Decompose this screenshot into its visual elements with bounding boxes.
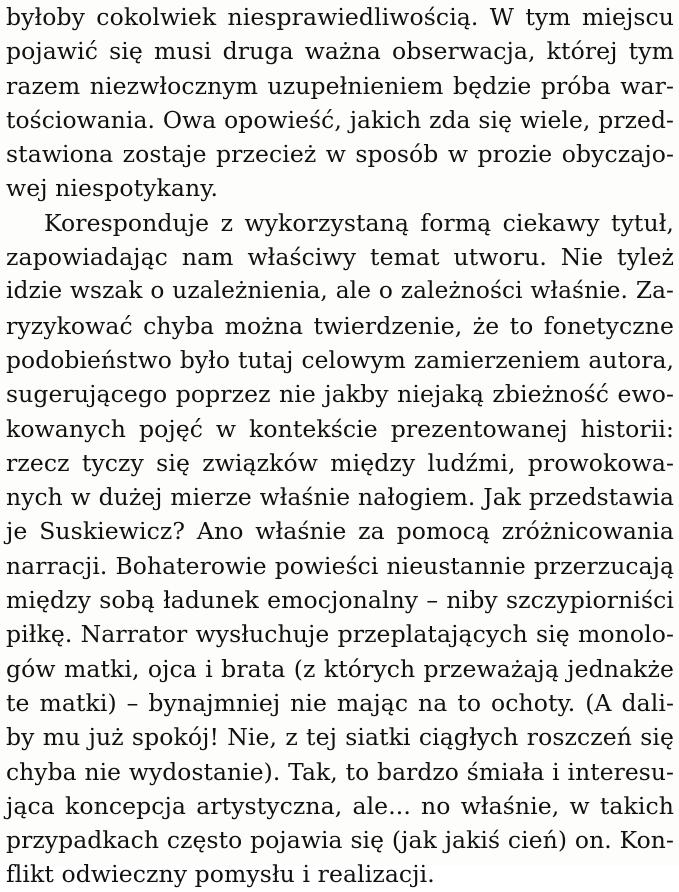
text-line: Koresponduje z wykorzystaną formą ciekawy tytuł, xyxy=(44,208,674,237)
text-line: stawiona zostaje przecież w sposób w prozie obyczajo- xyxy=(6,140,674,169)
text-line: tościowania. Owa opowieść, jakich zda się wiele, przed- xyxy=(6,105,674,134)
text-line: by mu już spokój! Nie, z tej siatki ciągłych roszczeń się xyxy=(6,723,674,752)
text-line: wej niespotykany. xyxy=(6,174,219,203)
text-line: gów matki, ojca i brata (z których przeważają jednakże xyxy=(6,654,674,683)
body-text xyxy=(6,0,674,892)
text-line: między sobą ładunek emocjonalny – niby szczypiorniści xyxy=(6,586,674,615)
text-line: flikt odwieczny pomysłu i realizacji. xyxy=(6,860,435,889)
text-line: razem niezwłocznym uzupełnieniem będzie próba war- xyxy=(6,71,674,100)
text-line: piłkę. Narrator wysłuchuje przeplatających się monolo- xyxy=(6,620,674,649)
text-line: narracji. Bohaterowie powieści nieustannie przerzucają xyxy=(6,551,674,580)
text-line: podobieństwo było tutaj celowym zamierzeniem autora, xyxy=(6,345,674,374)
text-line: nych w dużej mierze właśnie nałogiem. Jak przedstawia xyxy=(6,483,674,512)
text-line: przypadkach często pojawia się (jak jakiś cień) on. Kon- xyxy=(6,826,674,855)
paragraph-2 xyxy=(6,206,674,892)
text-line: sugerującego poprzez nie jakby niejaką zbieżność ewo- xyxy=(6,380,674,409)
text-line: je Suskiewicz? Ano właśnie za pomocą zróżnicowania xyxy=(6,517,674,546)
text-line: ryzykować chyba można twierdzenie, że to fonetyczne xyxy=(6,311,674,340)
text-line: pojawić się musi druga ważna obserwacja, której tym xyxy=(6,37,674,66)
text-line: zapowiadając nam właściwy temat utworu. Nie tyleż xyxy=(6,243,674,272)
text-line: byłoby cokolwiek niesprawiedliwością. W tym miejscu xyxy=(6,3,674,31)
text-line: jąca koncepcja artystyczna, ale... no właśnie, w takich xyxy=(6,791,674,820)
text-line: rzecz tyczy się związków między ludźmi, prowokowa- xyxy=(6,448,674,477)
text-line: kowanych pojęć w kontekście prezentowanej historii: xyxy=(6,414,674,443)
text-line: te matki) – bynajmniej nie mając na to ochoty. (A dali- xyxy=(6,688,674,717)
text-line: idzie wszak o uzależnienia, ale o zależności właśnie. Za- xyxy=(6,277,674,305)
text-line: chyba nie wydostanie). Tak, to bardzo śmiała i interesu- xyxy=(6,757,674,786)
paragraph-1 xyxy=(6,0,674,206)
